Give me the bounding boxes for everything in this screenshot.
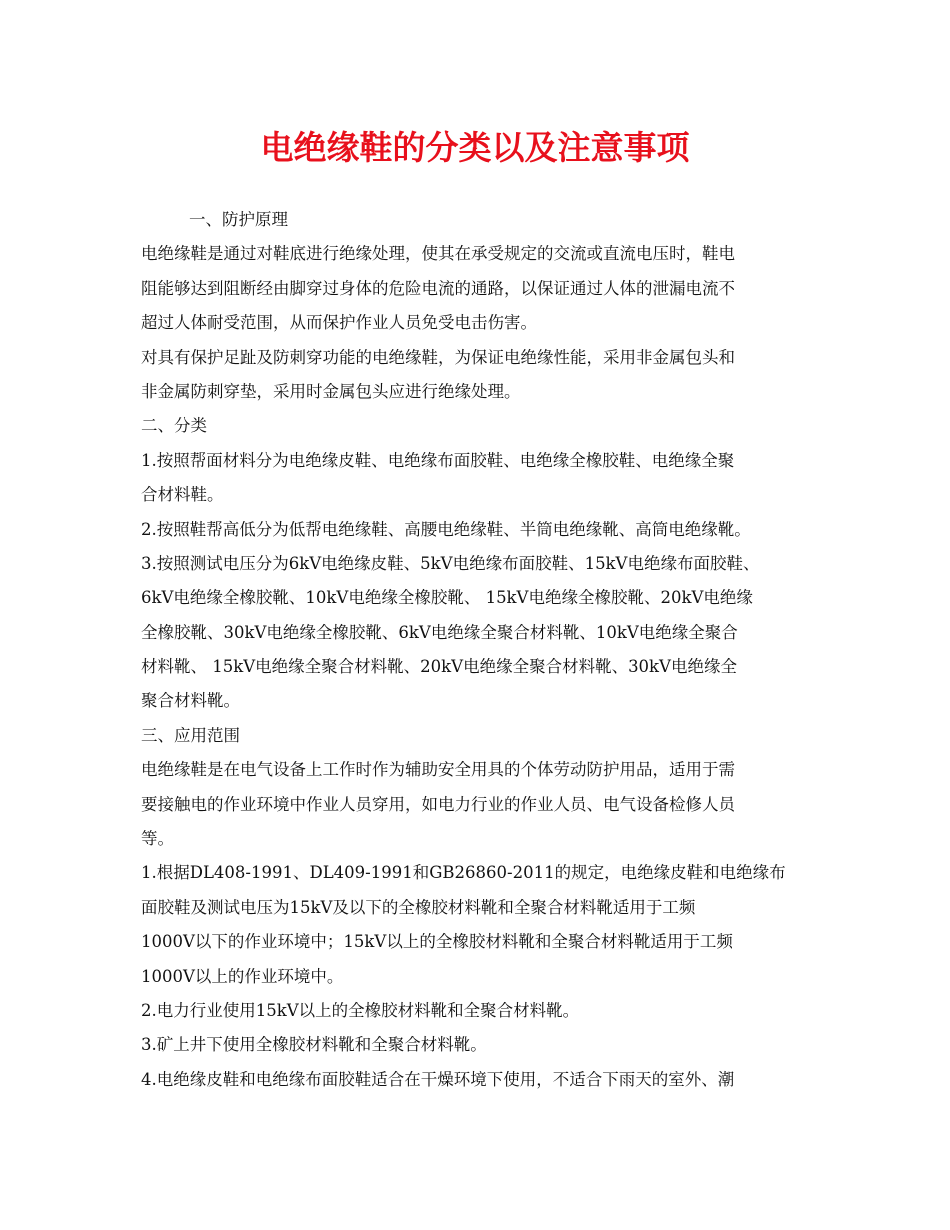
paragraph-line: 阻能够达到阻断经由脚穿过身体的危险电流的通路，以保证通过人体的泄漏电流不 xyxy=(141,278,735,298)
list-item-line: 3.矿上井下使用全橡胶材料靴和全聚合材料靴。 xyxy=(141,1035,487,1055)
list-item-line: 材料靴、 15kV电绝缘全聚合材料靴、20kV电绝缘全聚合材料靴、30kV电绝缘全 xyxy=(141,657,737,677)
paragraph-line: 非金属防刺穿垫，采用时金属包头应进行绝缘处理。 xyxy=(141,381,521,401)
paragraph-line: 电绝缘鞋是通过对鞋底进行绝缘处理，使其在承受规定的交流或直流电压时，鞋电 xyxy=(141,244,735,264)
list-item-line: 4.电绝缘皮鞋和电绝缘布面胶鞋适合在干燥环境下使用，不适合下雨天的室外、潮 xyxy=(141,1069,735,1089)
list-item-line: 1.按照帮面材料分为电绝缘皮鞋、电绝缘布面胶鞋、电绝缘全橡胶鞋、电绝缘全聚 xyxy=(141,450,735,470)
list-item-line: 1000V以下的作业环境中；15kV以上的全橡胶材料靴和全聚合材料靴适用于工频 xyxy=(141,932,733,952)
list-item-line: 1.根据DL408-1991、DL409-1991和GB26860-2011的规定，电绝缘皮鞋和电绝缘布 xyxy=(141,863,786,883)
list-item-line: 6kV电绝缘全橡胶靴、10kV电绝缘全橡胶靴、 15kV电绝缘全橡胶靴、20kV电绝缘 xyxy=(141,588,753,608)
paragraph-line: 电绝缘鞋是在电气设备上工作时作为辅助安全用具的个体劳动防护用品，适用于需 xyxy=(141,760,735,780)
document-body xyxy=(141,203,831,1097)
list-item-line: 全橡胶靴、30kV电绝缘全橡胶靴、6kV电绝缘全聚合材料靴、10kV电绝缘全聚合 xyxy=(141,622,738,642)
section-heading-protection-principle: 一、防护原理 xyxy=(189,210,288,229)
paragraph-line: 等。 xyxy=(141,829,174,849)
paragraph-line: 超过人体耐受范围，从而保护作业人员免受电击伤害。 xyxy=(141,313,537,333)
document-title: 电绝缘鞋的分类以及注意事项 xyxy=(260,128,690,167)
list-item-line: 合材料鞋。 xyxy=(141,485,224,505)
list-item-line: 3.按照测试电压分为6kV电绝缘皮鞋、5kV电绝缘布面胶鞋、15kV电绝缘布面胶鞋、 xyxy=(141,553,760,573)
paragraph-line: 对具有保护足趾及防刺穿功能的电绝缘鞋，为保证电绝缘性能，采用非金属包头和 xyxy=(141,347,735,367)
section-heading-classification: 二、分类 xyxy=(141,416,207,436)
section-heading-application-scope: 三、应用范围 xyxy=(141,725,240,745)
list-item-line: 面胶鞋及测试电压为15kV及以下的全橡胶材料靴和全聚合材料靴适用于工频 xyxy=(141,897,696,917)
list-item-line: 2.电力行业使用15kV以上的全橡胶材料靴和全聚合材料靴。 xyxy=(141,1000,580,1020)
list-item-line: 聚合材料靴。 xyxy=(141,691,240,711)
paragraph-line: 要接触电的作业环境中作业人员穿用，如电力行业的作业人员、电气设备检修人员 xyxy=(141,794,735,814)
list-item-line: 1000V以上的作业环境中。 xyxy=(141,966,344,986)
list-item-line: 2.按照鞋帮高低分为低帮电绝缘鞋、高腰电绝缘鞋、半筒电绝缘靴、高筒电绝缘靴。 xyxy=(141,519,751,539)
